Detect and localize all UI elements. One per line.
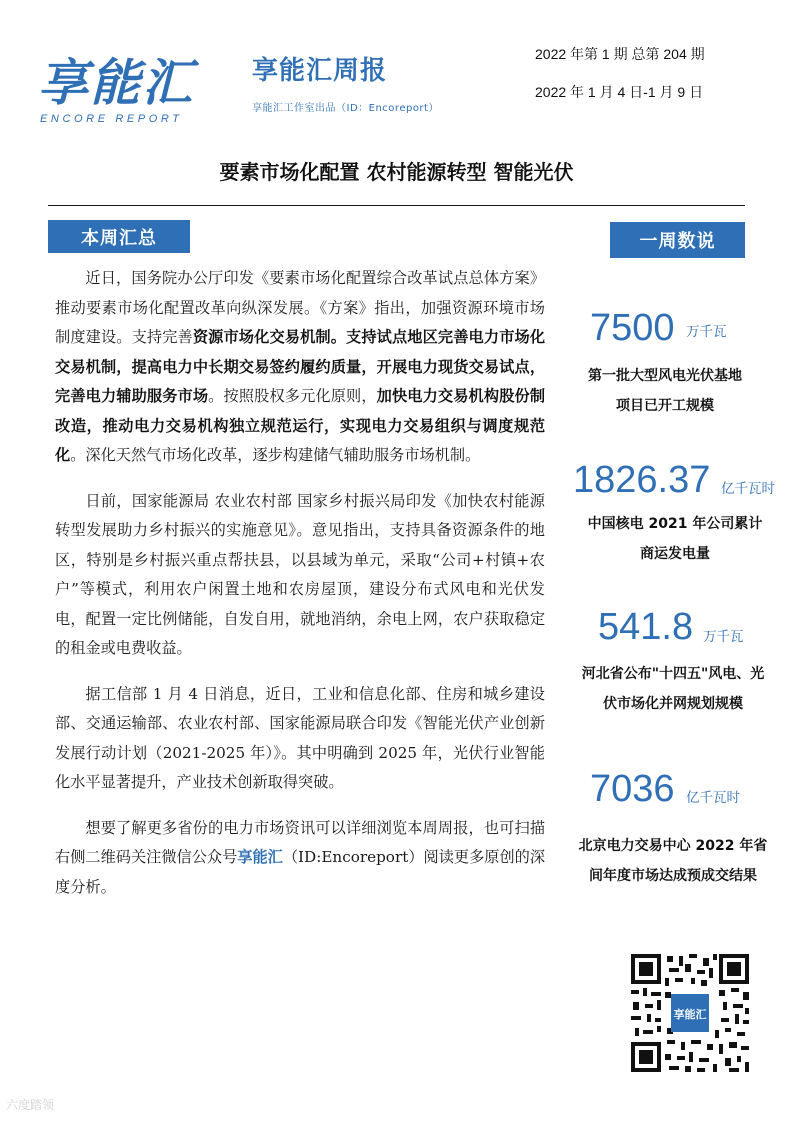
summary-paragraph-4: 想要了解更多省份的电力市场资讯可以详细浏览本周周报，也可扫描右侧二维码关注微信公众号享能汇（ID:Encoreport）阅读更多原创的深度分析。 [55, 818, 546, 896]
stat-unit: 亿千瓦时 [686, 790, 740, 806]
wechat-account-name: 享能汇 [237, 848, 283, 866]
summary-paragraph-2: 日前，国家能源局 农业农村部 国家乡村振兴局印发《加快农村能源转型发展助力乡村振兴的实施意见》。意见指出，支持具备资源条件的地区，特别是乡村振兴重点帮扶县，以县域为单元，采取“公司+村镇+农户”等模式，利用农户闲置土地和农房屋顶，建设分布式风电和光伏发电，配置一定比例储能，自发自用，就地消纳，余电上网，农户获取稳定的租金或电费收益。 [55, 491, 545, 657]
qr-logo-text: 享能汇 [673, 1008, 707, 1021]
summary-body [55, 264, 545, 918]
stat-unit: 万千瓦 [703, 629, 744, 645]
header-divider [48, 205, 745, 206]
stat-value: 7500 [590, 307, 675, 349]
watermark: 六度踏领 [6, 1098, 55, 1112]
stat-value: 7036 [590, 768, 675, 810]
stat-caption: 中国核电 2021 年公司累计 商运发电量 [587, 516, 763, 562]
date-range: 2022 年 1 月 4 日-1 月 9 日 [535, 84, 704, 100]
logo-english: ENCORE REPORT [40, 113, 183, 125]
weekly-stats-tag: 一周数说 [610, 222, 745, 258]
encore-logo [38, 55, 220, 127]
stat-value: 541.8 [598, 606, 694, 648]
logo-chinese: 享能汇 [38, 54, 194, 112]
wechat-qr-code[interactable] [629, 952, 751, 1074]
summary-paragraph-3: 据工信部 1 月 4 日消息，近日，工业和信息化部、住房和城乡建设部、交通运输部、农业农村部、国家能源局联合印发《智能光伏产业创新发展行动计划（2021-2025 年）》。其中明确到 2025 年，光伏行业智能化水平显著提升，产业技术创新取得突破。 [55, 684, 545, 791]
highlight-text: 加快电力交易机构股份制改造，推动电力交易机构独立规范运行，实现电力交易组织与调度规范化 [55, 387, 546, 464]
issue-number: 2022 年第 1 期 总第 204 期 [535, 46, 705, 62]
highlight-text: 资源市场化交易机制。支持试点地区完善电力市场化交易机制，提高电力中长期交易签约履约质量，开展电力现货交易试点，完善电力辅助服务市场 [55, 328, 546, 405]
publication-subtitle: 享能汇工作室出品（ID：Encoreport） [252, 103, 439, 114]
stat-caption: 第一批大型风电光伏基地 项目已开工规模 [588, 368, 742, 414]
stat-value: 1826.37 [573, 459, 711, 501]
weekly-summary-tag: 本周汇总 [48, 220, 190, 253]
stat-caption: 北京电力交易中心 2022 年省 间年度市场达成预成交结果 [578, 838, 768, 884]
headline: 要素市场化配置 农村能源转型 智能光伏 [219, 160, 574, 184]
summary-paragraph-1: 近日，国务院办公厅印发《要素市场化配置综合改革试点总体方案》推动要素市场化配置改革向纵深发展。《方案》指出，加强资源环境市场制度建设。支持完善资源市场化交易机制。支持试点地区完善电力市场化交易机制，提高电力中长期交易签约履约质量，开展电力现货交易试点，完善电力辅助服务市场。按照股权多元化原则，加快电力交易机构股份制改造，推动电力交易机构独立规范运行，实现电力交易组织与调度规范化。深化天然气市场化改革，逐步构建储气辅助服务市场机制。 [55, 269, 546, 464]
publication-title: 享能汇周报 [252, 56, 388, 86]
stat-unit: 万千瓦 [686, 324, 727, 340]
stat-unit: 亿千瓦时 [721, 481, 775, 497]
stat-caption: 河北省公布"十四五"风电、光 伏市场化并网规划规模 [581, 666, 765, 712]
